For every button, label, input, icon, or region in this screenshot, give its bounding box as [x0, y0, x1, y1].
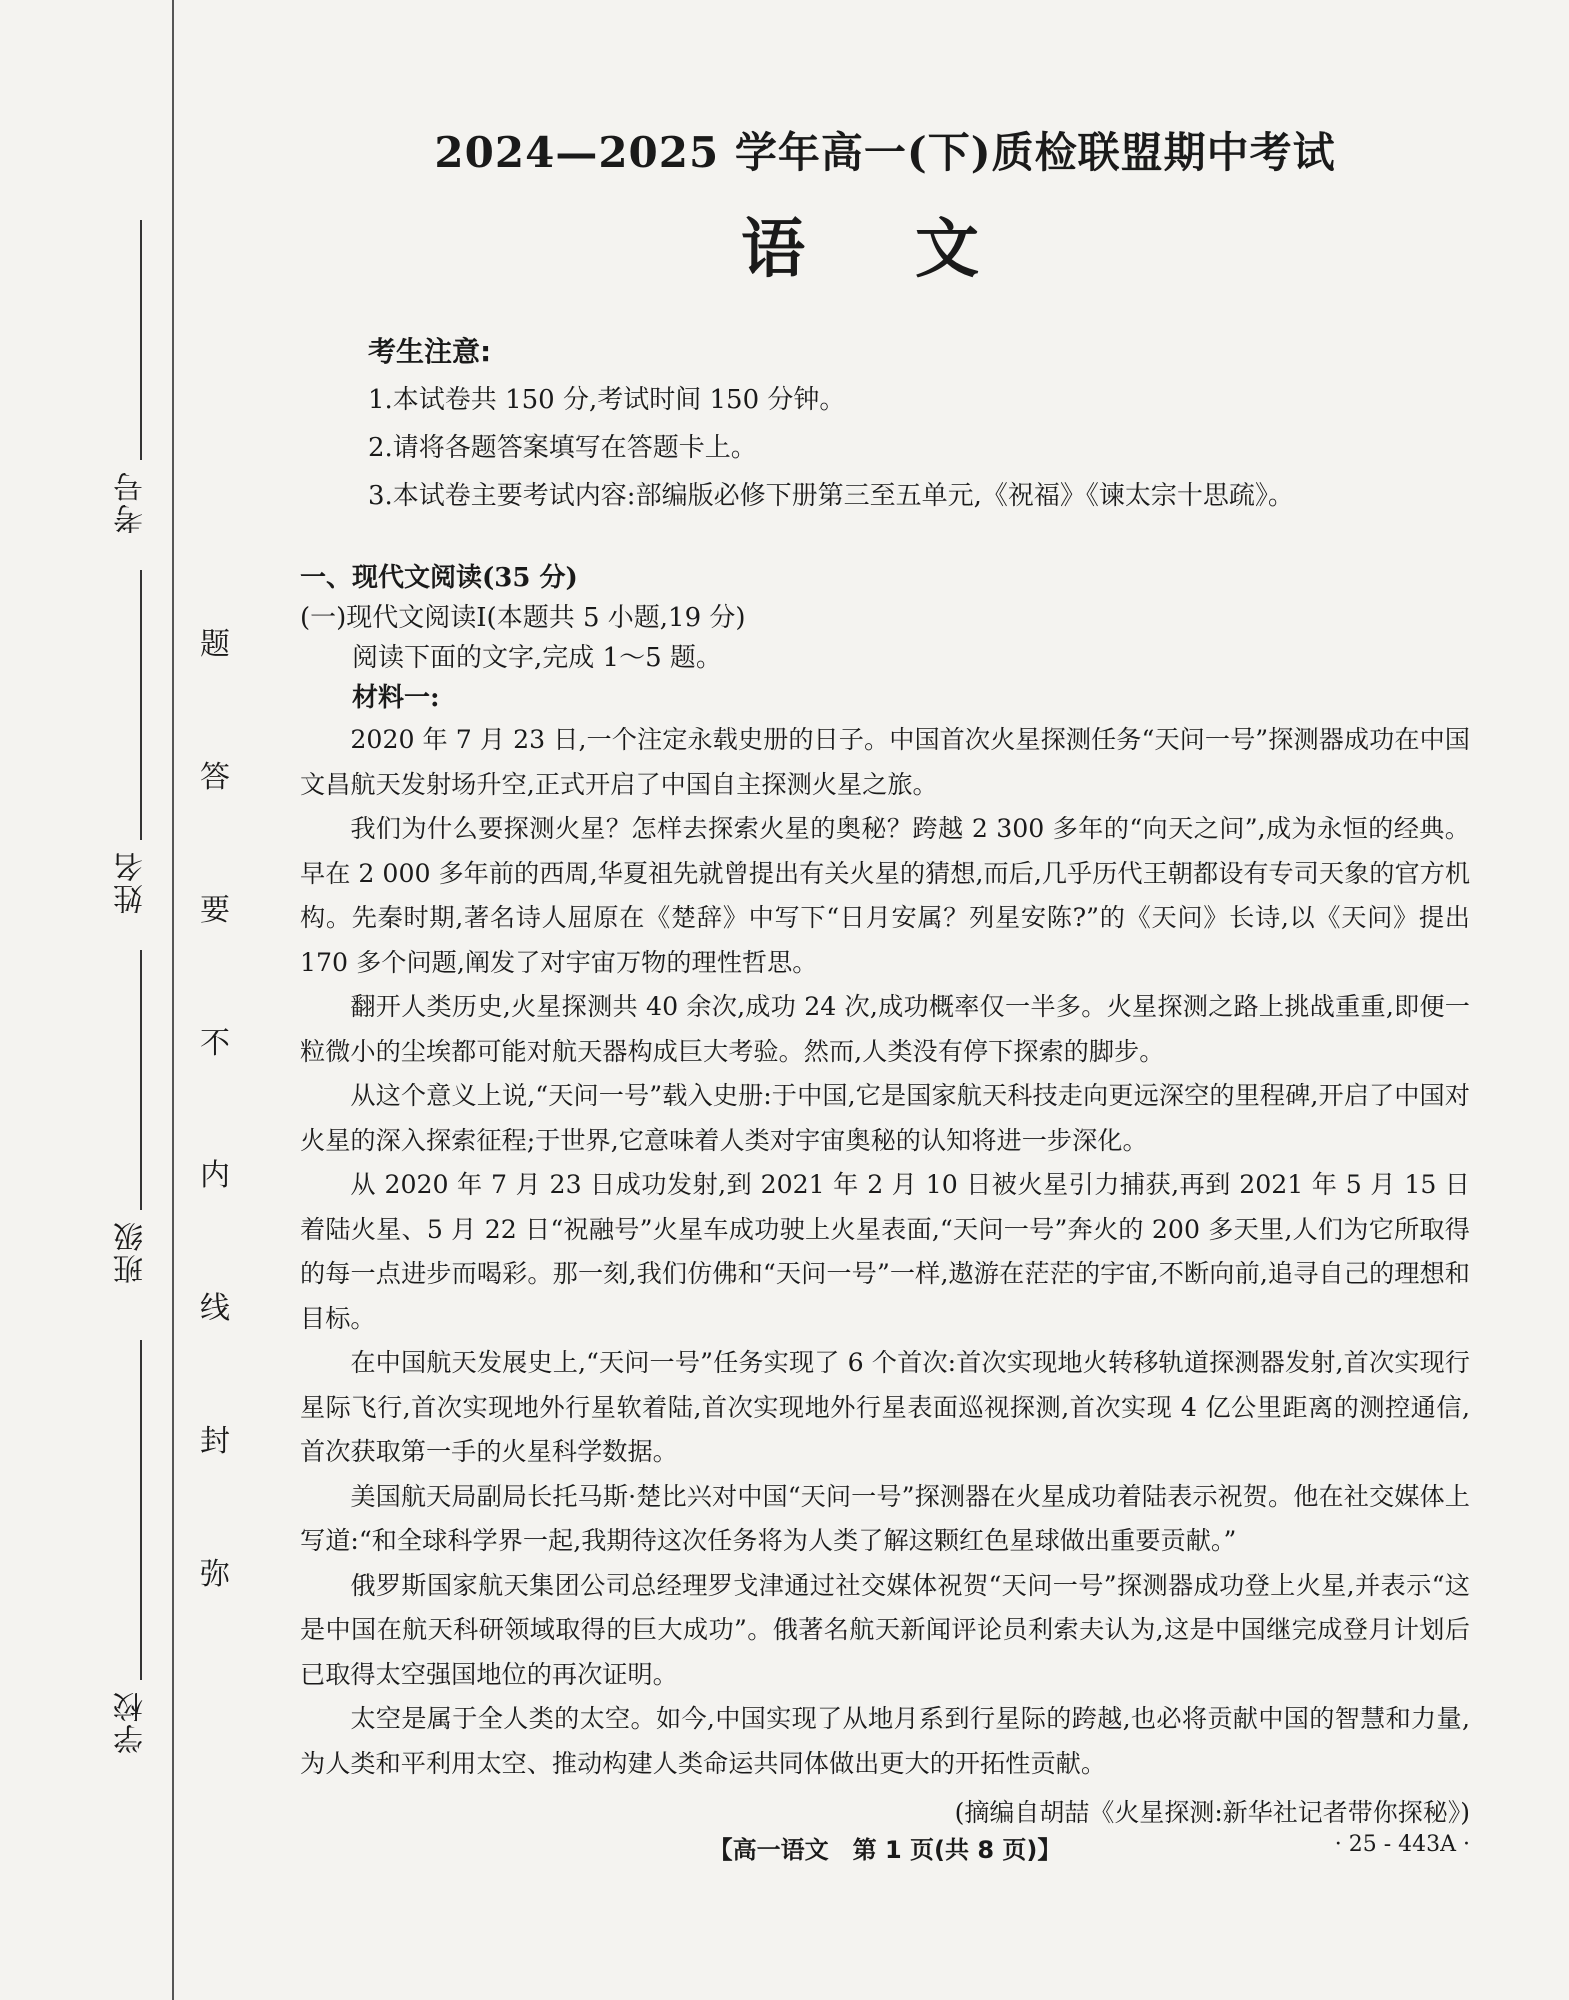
field-class-label: 班级: [114, 1220, 149, 1284]
passage-paragraph: 从 2020 年 7 月 23 日成功发射,到 2021 年 2 月 10 日被火星引力捕获,再到 2021 年 5 月 15 日着陆火星、5 月 22 日“祝融号”火星车成功驶上火星表面,“天问一号”奔火的 200 多天里,人们为它所取得的每一点进步而喝彩。那一刻,我们仿佛和“天问一号”一样,遨游在茫茫的宇宙,不断向前,追寻自己的理想和目标。: [300, 1170, 1470, 1333]
field-name-blank[interactable]: [140, 570, 142, 840]
field-exam-number-blank[interactable]: [140, 220, 142, 460]
notice-item: 3.本试卷主要考试内容:部编版必修下册第三至五单元,《祝福》《谏太宗十思疏》。: [368, 481, 1294, 511]
field-class-blank[interactable]: [140, 950, 142, 1210]
field-school-label: 学校: [114, 1690, 149, 1754]
page-number-label: 【高一语文 第 1 页(共 8 页)】: [708, 1836, 1062, 1864]
seal-char: 题: [200, 627, 230, 662]
exam-title: 2024—2025 学年高一(下)质检联盟期中考试: [434, 128, 1336, 177]
notice-item: 2.请将各题答案填写在答题卡上。: [368, 433, 757, 463]
passage-paragraph: 我们为什么要探测火星？怎样去探索火星的奥秘？跨越 2 300 多年的“向天之问”,成为永恒的经典。早在 2 000 多年前的西周,华夏祖先就曾提出有关火星的猜想,而后,几乎历代王朝都设有专司天象的官方机构。先秦时期,著名诗人屈原在《楚辞》中写下“日月安属？列星安陈?”的《天问》长诗,以《天问》提出 170 多个问题,阐发了对宇宙万物的理性哲思。: [300, 814, 1471, 977]
paper-code: · 25 - 443A ·: [1334, 1832, 1470, 1857]
notice-heading: 考生注意:: [368, 335, 492, 368]
seal-char: 要: [200, 892, 230, 928]
seal-char: 不: [200, 1025, 230, 1061]
candidate-notice: [368, 328, 1470, 520]
passage-paragraph: 从这个意义上说,“天问一号”载入史册:于中国,它是国家航天科技走向更远深空的里程碑,开启了中国对火星的深入探索征程;于世界,它意味着人类对宇宙奥秘的认知将进一步深化。: [300, 1081, 1470, 1155]
page-footer: [300, 1830, 1470, 1870]
field-school-blank[interactable]: [140, 1340, 142, 1680]
passage-paragraph: 俄罗斯国家航天集团公司总经理罗戈津通过社交媒体祝贺“天问一号”探测器成功登上火星,并表示“这是中国在航天科研领域取得的巨大成功”。俄著名航天新闻评论员利索夫认为,这是中国继完成登月计划后已取得太空强国地位的再次证明。: [300, 1570, 1470, 1689]
binding-margin: [0, 0, 260, 2000]
passage-paragraph: 美国航天局副局长托马斯·楚比兴对中国“天问一号”探测器在火星成功着陆表示祝贺。他在社交媒体上写道:“和全球科学界一起,我期待这次任务将为人类了解这颗红色星球做出重要贡献。”: [300, 1481, 1470, 1555]
section-title: 一、现代文阅读(35 分): [300, 563, 578, 593]
passage-paragraph: 翻开人类历史,火星探测共 40 余次,成功 24 次,成功概率仅一半多。火星探测之路上挑战重重,即便一粒微小的尘埃都可能对航天器构成巨大考验。然而,人类没有停下探索的脚步。: [300, 992, 1470, 1066]
seal-line-warning: [195, 627, 235, 1592]
field-name-label: 姓名: [114, 850, 149, 914]
binding-line: [172, 0, 174, 2000]
passage-paragraph: 2020 年 7 月 23 日,一个注定永载史册的日子。中国首次火星探测任务“天问一号”探测器成功在中国文昌航天发射场升空,正式开启了中国自主探测火星之旅。: [300, 725, 1470, 799]
notice-item: 1.本试卷共 150 分,考试时间 150 分钟。: [368, 385, 846, 415]
seal-char: 答: [200, 759, 230, 795]
passage-paragraph: 太空是属于全人类的太空。如今,中国实现了从地月系到行星际的跨越,也必将贡献中国的智慧和力量,为人类和平利用太空、推动构建人类命运共同体做出更大的开拓性贡献。: [300, 1704, 1470, 1778]
subject-title: 语文: [741, 213, 1089, 287]
source-citation: (摘编自胡喆《火星探测:新华社记者带你探秘》): [954, 1798, 1470, 1827]
material-label: 材料一:: [352, 683, 440, 713]
reading-instruction: 阅读下面的文字,完成 1～5 题。: [352, 643, 722, 673]
main-content: [300, 120, 1470, 1836]
seal-char: 内: [200, 1158, 230, 1194]
passage-paragraph: 在中国航天发展史上,“天问一号”任务实现了 6 个首次:首次实现地火转移轨道探测器发射,首次实现行星际飞行,首次实现地外行星软着陆,首次实现地外行星表面巡视探测,首次实现 4 亿公里距离的测控通信,首次获取第一手的火星科学数据。: [300, 1348, 1470, 1466]
seal-char: 弥: [200, 1556, 230, 1592]
seal-char: 线: [200, 1291, 230, 1327]
subsection-title: (一)现代文阅读Ⅰ(本题共 5 小题,19 分): [300, 603, 746, 633]
seal-char: 封: [200, 1424, 230, 1460]
field-exam-number-label: 考号: [114, 470, 149, 534]
